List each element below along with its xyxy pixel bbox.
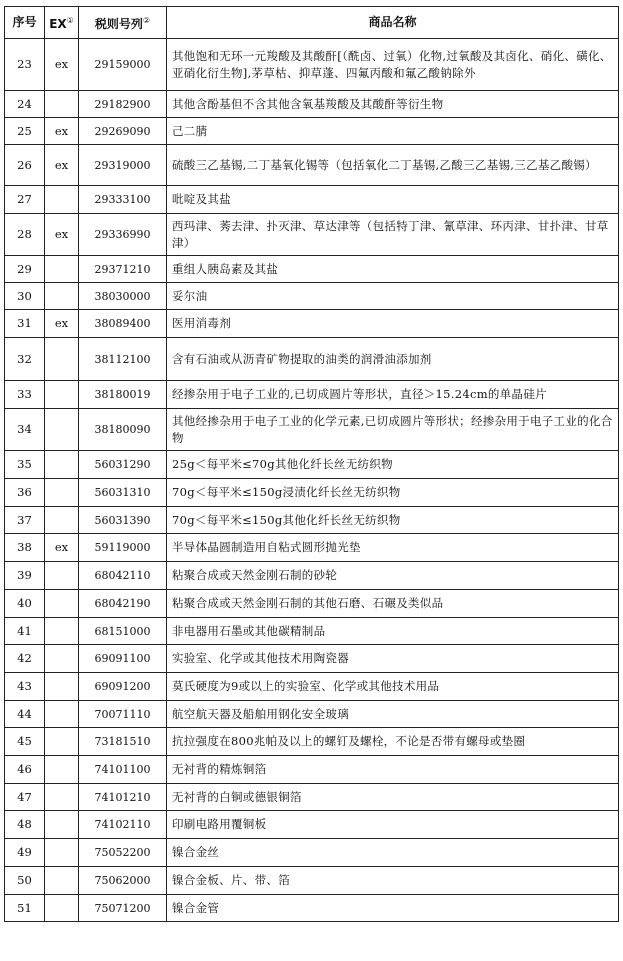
tariff-code-cell: 29333100 bbox=[79, 186, 167, 214]
tariff-code-cell: 70071110 bbox=[79, 701, 167, 728]
product-name-cell: 含有石油或从沥青矿物提取的油类的润滑油添加剂 bbox=[167, 338, 619, 381]
serial-number-cell: 35 bbox=[5, 451, 45, 479]
tariff-code-cell: 68042190 bbox=[79, 590, 167, 618]
serial-number-cell: 32 bbox=[5, 338, 45, 381]
ex-cell bbox=[45, 673, 79, 701]
product-name-cell: 重组人胰岛素及其盐 bbox=[167, 256, 619, 283]
table-row bbox=[5, 338, 619, 381]
product-name-cell: 其他含酚基但不含其他含氧基羧酸及其酸酐等衍生物 bbox=[167, 91, 619, 118]
product-name-cell: 镍合金丝 bbox=[167, 839, 619, 867]
serial-number-cell: 23 bbox=[5, 39, 45, 91]
product-name-cell: 航空航天器及船舶用钢化安全玻璃 bbox=[167, 701, 619, 728]
header-row bbox=[5, 7, 619, 39]
table-row bbox=[5, 673, 619, 701]
product-name-cell: 非电器用石墨或其他碳精制品 bbox=[167, 618, 619, 645]
header-tariff-code-footnote-mark: ② bbox=[142, 16, 151, 25]
ex-cell bbox=[45, 451, 79, 479]
header-product-name bbox=[167, 7, 619, 39]
product-name-cell: 70g＜每平米≤150g其他化纤长丝无纺织物 bbox=[167, 507, 619, 534]
tariff-code-cell: 68151000 bbox=[79, 618, 167, 645]
ex-cell bbox=[45, 784, 79, 811]
tariff-code-cell: 38112100 bbox=[79, 338, 167, 381]
tariff-code-cell: 56031310 bbox=[79, 479, 167, 507]
table-row bbox=[5, 118, 619, 145]
product-name-cell: 吡啶及其盐 bbox=[167, 186, 619, 214]
tariff-code-cell: 74101100 bbox=[79, 756, 167, 784]
table-row bbox=[5, 283, 619, 310]
table-row bbox=[5, 534, 619, 562]
serial-number-cell: 42 bbox=[5, 645, 45, 673]
table-row bbox=[5, 811, 619, 839]
serial-number-cell: 49 bbox=[5, 839, 45, 867]
tariff-code-cell: 74102110 bbox=[79, 811, 167, 839]
table-row bbox=[5, 186, 619, 214]
table-row bbox=[5, 451, 619, 479]
table-row bbox=[5, 256, 619, 283]
ex-cell: ex bbox=[45, 145, 79, 186]
product-name-cell: 硫酸三乙基锡,二丁基氧化锡等（包括氧化二丁基锡,乙酸三乙基锡,三乙基乙酸锡） bbox=[167, 145, 619, 186]
table-row bbox=[5, 145, 619, 186]
ex-cell bbox=[45, 562, 79, 590]
ex-cell bbox=[45, 590, 79, 618]
serial-number-cell: 36 bbox=[5, 479, 45, 507]
product-name-cell: 印刷电路用覆铜板 bbox=[167, 811, 619, 839]
table-row bbox=[5, 310, 619, 338]
table-row bbox=[5, 867, 619, 895]
ex-cell bbox=[45, 479, 79, 507]
ex-cell: ex bbox=[45, 310, 79, 338]
serial-number-cell: 50 bbox=[5, 867, 45, 895]
header-tariff-code-label: 税则号列 bbox=[94, 17, 143, 31]
tariff-code-cell: 38180019 bbox=[79, 381, 167, 409]
ex-cell bbox=[45, 839, 79, 867]
tariff-code-cell: 38089400 bbox=[79, 310, 167, 338]
serial-number-cell: 44 bbox=[5, 701, 45, 728]
table-row bbox=[5, 590, 619, 618]
table-row bbox=[5, 645, 619, 673]
tariff-code-cell: 75071200 bbox=[79, 895, 167, 922]
tariff-code-cell: 29319000 bbox=[79, 145, 167, 186]
ex-cell bbox=[45, 91, 79, 118]
product-name-cell: 镍合金管 bbox=[167, 895, 619, 922]
tariff-code-cell: 38030000 bbox=[79, 283, 167, 310]
serial-number-cell: 45 bbox=[5, 728, 45, 756]
product-name-cell: 粘聚合成或天然金刚石制的砂轮 bbox=[167, 562, 619, 590]
ex-cell bbox=[45, 256, 79, 283]
product-name-cell: 其他饱和无环一元羧酸及其酸酐[（酰卤、过氧）化物,过氧酸及其卤化、硝化、磺化、亚硝化衍生物],茅草枯、抑草蓬、四氟丙酸和氟乙酸钠除外 bbox=[167, 39, 619, 91]
tariff-table-sheet bbox=[4, 6, 619, 922]
ex-cell bbox=[45, 728, 79, 756]
product-name-cell: 西玛津、莠去津、扑灭津、草达津等（包括特丁津、氰草津、环丙津、甘扑津、甘草津） bbox=[167, 214, 619, 256]
serial-number-cell: 30 bbox=[5, 283, 45, 310]
ex-cell: ex bbox=[45, 214, 79, 256]
serial-number-cell: 31 bbox=[5, 310, 45, 338]
ex-cell bbox=[45, 409, 79, 451]
product-name-cell: 实验室、化学或其他技术用陶瓷器 bbox=[167, 645, 619, 673]
table-row bbox=[5, 381, 619, 409]
tariff-code-cell: 69091200 bbox=[79, 673, 167, 701]
serial-number-cell: 33 bbox=[5, 381, 45, 409]
table-row bbox=[5, 618, 619, 645]
product-name-cell: 粘聚合成或天然金刚石制的其他石磨、石碾及类似品 bbox=[167, 590, 619, 618]
serial-number-cell: 46 bbox=[5, 756, 45, 784]
serial-number-cell: 47 bbox=[5, 784, 45, 811]
serial-number-cell: 34 bbox=[5, 409, 45, 451]
tariff-code-cell: 74101210 bbox=[79, 784, 167, 811]
tariff-code-cell: 73181510 bbox=[79, 728, 167, 756]
header-serial-number-label: 序号 bbox=[12, 15, 37, 29]
serial-number-cell: 48 bbox=[5, 811, 45, 839]
tariff-code-cell: 75062000 bbox=[79, 867, 167, 895]
header-serial-number bbox=[5, 7, 45, 39]
product-name-cell: 镍合金板、片、带、箔 bbox=[167, 867, 619, 895]
header-product-name-label: 商品名称 bbox=[368, 15, 417, 29]
serial-number-cell: 28 bbox=[5, 214, 45, 256]
serial-number-cell: 40 bbox=[5, 590, 45, 618]
ex-cell bbox=[45, 895, 79, 922]
serial-number-cell: 24 bbox=[5, 91, 45, 118]
ex-cell bbox=[45, 645, 79, 673]
ex-cell bbox=[45, 811, 79, 839]
product-name-cell: 己二腈 bbox=[167, 118, 619, 145]
product-name-cell: 抗拉强度在800兆帕及以上的螺钉及螺栓，不论是否带有螺母或垫圈 bbox=[167, 728, 619, 756]
product-name-cell: 经掺杂用于电子工业的,已切成圆片等形状，直径＞15.24cm的单晶硅片 bbox=[167, 381, 619, 409]
tariff-code-cell: 56031290 bbox=[79, 451, 167, 479]
serial-number-cell: 39 bbox=[5, 562, 45, 590]
tariff-code-cell: 29269090 bbox=[79, 118, 167, 145]
tariff-code-cell: 69091100 bbox=[79, 645, 167, 673]
header-ex-label: EX bbox=[49, 17, 67, 31]
table-row bbox=[5, 839, 619, 867]
serial-number-cell: 37 bbox=[5, 507, 45, 534]
table-row bbox=[5, 701, 619, 728]
table-row bbox=[5, 91, 619, 118]
table-row bbox=[5, 562, 619, 590]
product-name-cell: 70g＜每平米≤150g浸渍化纤长丝无纺织物 bbox=[167, 479, 619, 507]
table-row bbox=[5, 895, 619, 922]
serial-number-cell: 51 bbox=[5, 895, 45, 922]
tariff-table bbox=[4, 6, 619, 922]
tariff-code-cell: 68042110 bbox=[79, 562, 167, 590]
ex-cell: ex bbox=[45, 534, 79, 562]
serial-number-cell: 27 bbox=[5, 186, 45, 214]
ex-cell bbox=[45, 756, 79, 784]
table-row bbox=[5, 756, 619, 784]
header-tariff-code bbox=[79, 7, 167, 39]
header-ex bbox=[45, 7, 79, 39]
product-name-cell: 妥尔油 bbox=[167, 283, 619, 310]
tariff-code-cell: 56031390 bbox=[79, 507, 167, 534]
ex-cell bbox=[45, 507, 79, 534]
product-name-cell: 25g＜每平米≤70g其他化纤长丝无纺织物 bbox=[167, 451, 619, 479]
ex-cell: ex bbox=[45, 39, 79, 91]
ex-cell bbox=[45, 701, 79, 728]
ex-cell bbox=[45, 283, 79, 310]
tariff-code-cell: 29371210 bbox=[79, 256, 167, 283]
tariff-code-cell: 29182900 bbox=[79, 91, 167, 118]
product-name-cell: 无衬背的白铜或德银铜箔 bbox=[167, 784, 619, 811]
ex-cell bbox=[45, 867, 79, 895]
table-row bbox=[5, 479, 619, 507]
tariff-code-cell: 29336990 bbox=[79, 214, 167, 256]
header-ex-footnote-mark: ① bbox=[66, 16, 74, 25]
product-name-cell: 半导体晶圆制造用自粘式圆形抛光垫 bbox=[167, 534, 619, 562]
table-body bbox=[5, 39, 619, 922]
product-name-cell: 莫氏硬度为9或以上的实验室、化学或其他技术用品 bbox=[167, 673, 619, 701]
ex-cell bbox=[45, 338, 79, 381]
tariff-code-cell: 29159000 bbox=[79, 39, 167, 91]
table-row bbox=[5, 214, 619, 256]
tariff-code-cell: 38180090 bbox=[79, 409, 167, 451]
serial-number-cell: 38 bbox=[5, 534, 45, 562]
table-row bbox=[5, 39, 619, 91]
tariff-code-cell: 75052200 bbox=[79, 839, 167, 867]
tariff-code-cell: 59119000 bbox=[79, 534, 167, 562]
ex-cell bbox=[45, 186, 79, 214]
serial-number-cell: 29 bbox=[5, 256, 45, 283]
ex-cell bbox=[45, 381, 79, 409]
serial-number-cell: 41 bbox=[5, 618, 45, 645]
ex-cell: ex bbox=[45, 118, 79, 145]
table-row bbox=[5, 784, 619, 811]
serial-number-cell: 25 bbox=[5, 118, 45, 145]
product-name-cell: 其他经掺杂用于电子工业的化学元素,已切成圆片等形状；经掺杂用于电子工业的化合物 bbox=[167, 409, 619, 451]
table-row bbox=[5, 728, 619, 756]
serial-number-cell: 26 bbox=[5, 145, 45, 186]
serial-number-cell: 43 bbox=[5, 673, 45, 701]
product-name-cell: 医用消毒剂 bbox=[167, 310, 619, 338]
table-row bbox=[5, 507, 619, 534]
product-name-cell: 无衬背的精炼铜箔 bbox=[167, 756, 619, 784]
table-row bbox=[5, 409, 619, 451]
ex-cell bbox=[45, 618, 79, 645]
